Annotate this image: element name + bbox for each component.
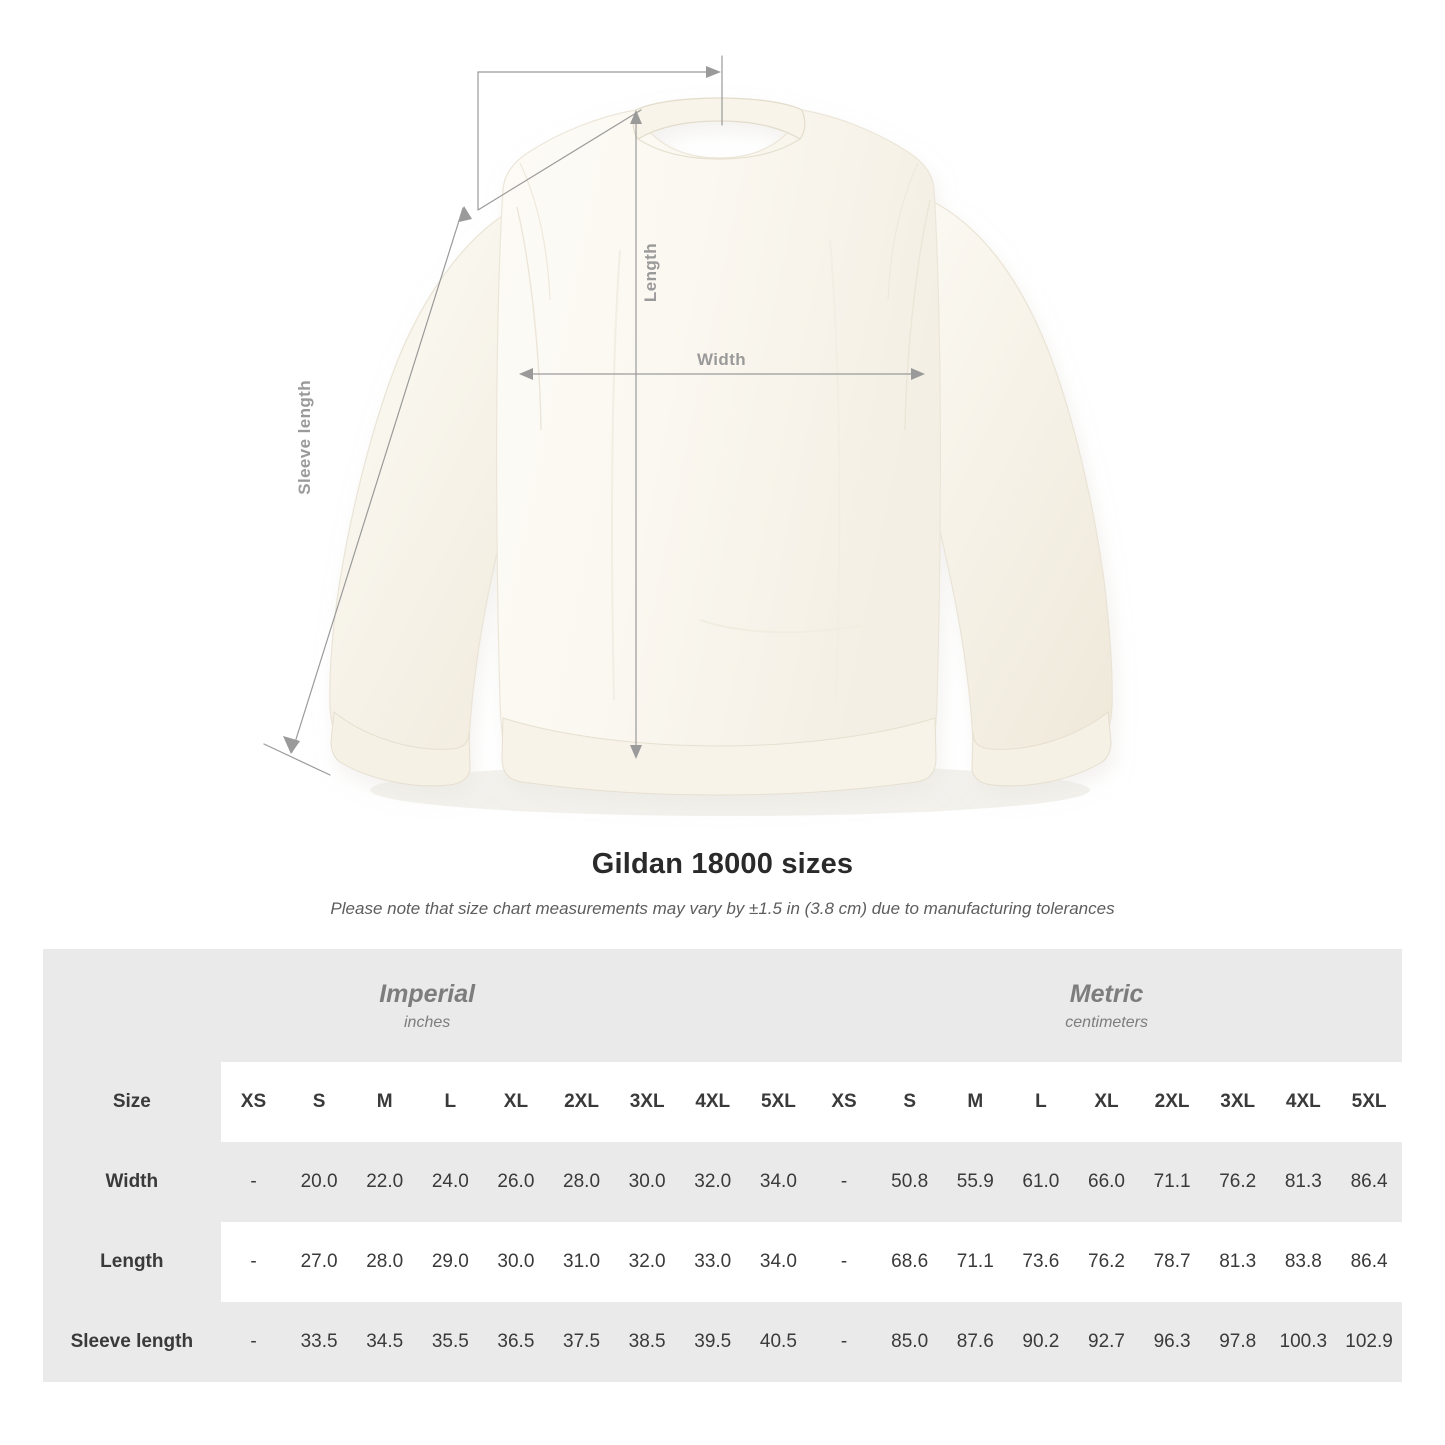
sleeve-metric-xl: 92.7 xyxy=(1074,1302,1140,1382)
length-imperial-xl: 30.0 xyxy=(483,1222,549,1302)
width-metric-2xl: 71.1 xyxy=(1139,1142,1205,1222)
sleeve-imperial-l: 35.5 xyxy=(418,1302,484,1382)
width-metric-m: 55.9 xyxy=(942,1142,1008,1222)
length-metric-xl: 76.2 xyxy=(1074,1222,1140,1302)
unit-header-row xyxy=(43,949,1402,1062)
page-title: Gildan 18000 sizes xyxy=(591,848,854,880)
length-metric-3xl: 81.3 xyxy=(1205,1222,1271,1302)
row-label-length: Length xyxy=(43,1222,221,1302)
width-metric-xl: 66.0 xyxy=(1074,1142,1140,1222)
length-metric-m: 71.1 xyxy=(942,1222,1008,1302)
size-header-imperial-s: S xyxy=(286,1062,352,1142)
length-imperial-l: 29.0 xyxy=(418,1222,484,1302)
width-imperial-2xl: 28.0 xyxy=(549,1142,615,1222)
size-header-imperial-2xl: 2XL xyxy=(549,1062,615,1142)
width-metric-3xl: 76.2 xyxy=(1205,1142,1271,1222)
length-metric-l: 73.6 xyxy=(1008,1222,1074,1302)
width-dimension-label: Width xyxy=(697,350,747,369)
width-imperial-5xl: 34.0 xyxy=(746,1142,812,1222)
size-header-imperial-xl: XL xyxy=(483,1062,549,1142)
sleeve-imperial-2xl: 37.5 xyxy=(549,1302,615,1382)
table-row xyxy=(43,1142,1402,1222)
sleeve-length-dimension-label: Sleeve length xyxy=(295,380,314,495)
width-imperial-m: 22.0 xyxy=(352,1142,418,1222)
sleeve-imperial-s: 33.5 xyxy=(286,1302,352,1382)
size-header-metric-xs: XS xyxy=(811,1062,877,1142)
row-label-sleeve-length: Sleeve length xyxy=(43,1302,221,1382)
size-header-metric-xl: XL xyxy=(1074,1062,1140,1142)
table-row xyxy=(43,1302,1402,1382)
size-header-imperial-l: L xyxy=(418,1062,484,1142)
sleeve-metric-2xl: 96.3 xyxy=(1139,1302,1205,1382)
sleeve-metric-3xl: 97.8 xyxy=(1205,1302,1271,1382)
sleeve-metric-xs: - xyxy=(811,1302,877,1382)
size-header-row xyxy=(43,1062,1402,1142)
width-metric-l: 61.0 xyxy=(1008,1142,1074,1222)
length-imperial-5xl: 34.0 xyxy=(746,1222,812,1302)
tolerance-note: Please note that size chart measurements may vary by ±1.5 in (3.8 cm) due to manufacturing tolerances xyxy=(330,899,1115,918)
length-imperial-s: 27.0 xyxy=(286,1222,352,1302)
width-metric-xs: - xyxy=(811,1142,877,1222)
size-header-imperial-5xl: 5XL xyxy=(746,1062,812,1142)
width-metric-s: 50.8 xyxy=(877,1142,943,1222)
sleeve-imperial-m: 34.5 xyxy=(352,1302,418,1382)
width-imperial-xs: - xyxy=(221,1142,287,1222)
length-metric-2xl: 78.7 xyxy=(1139,1222,1205,1302)
size-header-imperial-4xl: 4XL xyxy=(680,1062,746,1142)
size-header-imperial-m: M xyxy=(352,1062,418,1142)
size-header-metric-m: M xyxy=(942,1062,1008,1142)
size-header-metric-2xl: 2XL xyxy=(1139,1062,1205,1142)
width-metric-5xl: 86.4 xyxy=(1336,1142,1402,1222)
sleeve-metric-5xl: 102.9 xyxy=(1336,1302,1402,1382)
sleeve-metric-4xl: 100.3 xyxy=(1271,1302,1337,1382)
size-header-metric-4xl: 4XL xyxy=(1271,1062,1337,1142)
sleeve-imperial-xl: 36.5 xyxy=(483,1302,549,1382)
metric-unit-header xyxy=(811,949,1402,1062)
sleeve-imperial-xs: - xyxy=(221,1302,287,1382)
width-imperial-l: 24.0 xyxy=(418,1142,484,1222)
imperial-unit-name: Imperial xyxy=(379,979,476,1008)
size-header-imperial-3xl: 3XL xyxy=(614,1062,680,1142)
sleeve-metric-l: 90.2 xyxy=(1008,1302,1074,1382)
width-imperial-xl: 26.0 xyxy=(483,1142,549,1222)
sleeve-metric-m: 87.6 xyxy=(942,1302,1008,1382)
metric-unit-name: Metric xyxy=(1069,979,1144,1008)
length-imperial-3xl: 32.0 xyxy=(614,1222,680,1302)
sleeve-imperial-3xl: 38.5 xyxy=(614,1302,680,1382)
width-imperial-s: 20.0 xyxy=(286,1142,352,1222)
size-chart-table xyxy=(43,949,1402,1382)
imperial-unit-sub: inches xyxy=(404,1014,451,1032)
size-header-metric-s: S xyxy=(877,1062,943,1142)
length-metric-xs: - xyxy=(811,1222,877,1302)
sleeve-metric-s: 85.0 xyxy=(877,1302,943,1382)
table-row xyxy=(43,1222,1402,1302)
size-header-metric-5xl: 5XL xyxy=(1336,1062,1402,1142)
size-header-metric-3xl: 3XL xyxy=(1205,1062,1271,1142)
width-imperial-4xl: 32.0 xyxy=(680,1142,746,1222)
imperial-unit-header xyxy=(43,949,811,1062)
title-block xyxy=(0,848,1445,919)
row-label-width: Width xyxy=(43,1142,221,1222)
sleeve-imperial-5xl: 40.5 xyxy=(746,1302,812,1382)
length-metric-5xl: 86.4 xyxy=(1336,1222,1402,1302)
size-header-imperial-xs: XS xyxy=(221,1062,287,1142)
size-table-wrapper xyxy=(43,949,1402,1382)
metric-unit-sub: centimeters xyxy=(1065,1014,1148,1032)
length-dimension-label: Length xyxy=(641,243,660,303)
length-metric-4xl: 83.8 xyxy=(1271,1222,1337,1302)
length-imperial-xs: - xyxy=(221,1222,287,1302)
length-imperial-m: 28.0 xyxy=(352,1222,418,1302)
sleeve-imperial-4xl: 39.5 xyxy=(680,1302,746,1382)
width-metric-4xl: 81.3 xyxy=(1271,1142,1337,1222)
size-header-metric-l: L xyxy=(1008,1062,1074,1142)
length-imperial-4xl: 33.0 xyxy=(680,1222,746,1302)
width-imperial-3xl: 30.0 xyxy=(614,1142,680,1222)
length-imperial-2xl: 31.0 xyxy=(549,1222,615,1302)
size-header-label: Size xyxy=(43,1062,221,1142)
length-metric-s: 68.6 xyxy=(877,1222,943,1302)
